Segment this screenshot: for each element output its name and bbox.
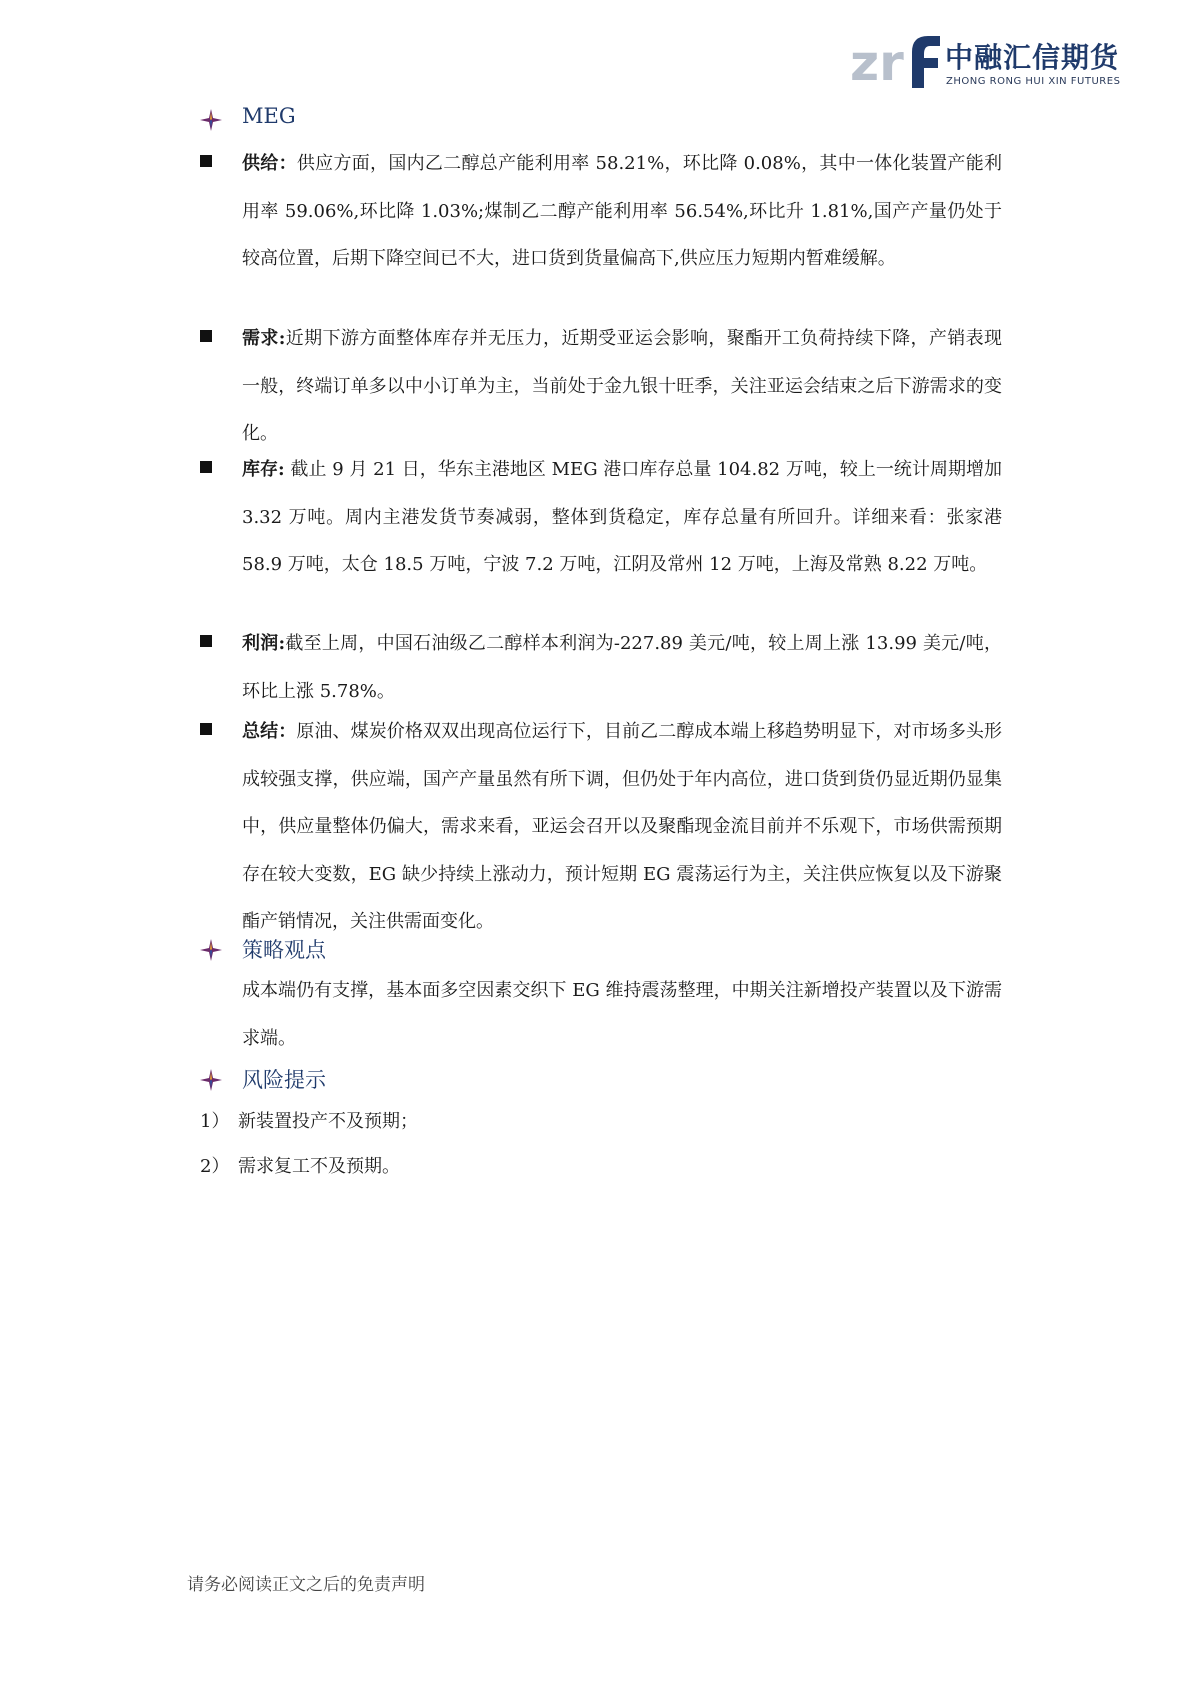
risk-text: 需求复工不及预期。 [238,1156,400,1177]
label-summary: 总结 [242,721,279,742]
paragraph-inventory: 库存: 截止 9 月 21 日，华东主港地区 MEG 港口库存总量 104.82 万吨，较上一统计周期增加 3.32 万吨。周内主港发货节奏减弱，整体到货稳定，库存总量有所回升。详细来看：张家港 58.9 万吨，太仓 18.5 万吨，宁波 7.2 万吨，江阴及常州 12 万吨，上海及常熟 8.22 万吨。 [242,459,1003,575]
label-demand: 需求 [242,328,279,349]
strategy-paragraph: 成本端仍有支撑，基本面多空因素交织下 EG 维持震荡整理，中期关注新增投产装置以及下游需求端。 [242,980,1002,1049]
square-bullet-icon [200,635,212,647]
risk-item-1 [200,1107,418,1137]
logo-mark-zr: zr [850,34,904,88]
square-bullet-icon [200,330,212,342]
text-profit: 截至上周，中国石油级乙二醇样本利润为-227.89 美元/吨，较上周上涨 13.99 美元/吨，环比上涨 5.78%。 [242,633,1002,702]
text-demand: 近期下游方面整体库存并无压力，近期受亚运会影响，聚酯开工负荷持续下降，产销表现一般，终端订单多以中小订单为主，当前处于金九银十旺季，关注亚运会结束之后下游需求的变化。 [242,328,1002,444]
label-inventory: 库存 [242,459,279,480]
square-bullet-icon [200,155,212,167]
square-bullet-icon [200,461,212,473]
section-title-strategy: 策略观点 [242,938,326,962]
paragraph-summary: 总结：原油、煤炭价格双双出现高位运行下，目前乙二醇成本端上移趋势明显下，对市场多头形成较强支撑，供应端，国产产量虽然有所下调，但仍处于年内高位，进口货到货仍显近期仍显集中，供应量整体仍偏大，需求来看，亚运会召开以及聚酯现金流目前并不乐观下，市场供需预期存在较大变数，EG 缺少持续上涨动力，预计短期 EG 震荡运行为主，关注供应恢复以及下游聚酯产销情况，关注供需面变化。 [242,721,1003,932]
section-title-meg: MEG [242,104,296,128]
risk-item-2 [200,1152,400,1182]
paragraph-demand: 需求:近期下游方面整体库存并无压力，近期受亚运会影响，聚酯开工负荷持续下降，产销表现一般，终端订单多以中小订单为主，当前处于金九银十旺季，关注亚运会结束之后下游需求的变化。 [242,328,1002,444]
paragraph-supply: 供给：供应方面，国内乙二醇总产能利用率 58.21%，环比降 0.08%，其中一体化装置产能利用率 59.06%,环比降 1.03%;煤制乙二醇产能利用率 56.54%,环比升 1.81%,国产产量仍处于较高位置，后期下降空间已不大，进口货到货量偏高下,供应压力短期内暂难缓解。 [242,153,1003,269]
risk-number: 2） [200,1156,230,1177]
compass-star-icon [200,1069,222,1091]
label-profit: 利润 [242,633,279,654]
logo-mark-f [912,36,940,88]
zrf-logo-mark-icon [850,30,942,88]
logo-chinese-name: 中融汇信期货 [945,41,1120,74]
disclaimer-footer: 请务必阅读正文之后的免责声明 [187,1575,425,1595]
compass-star-icon [200,939,222,961]
section-title-risk: 风险提示 [242,1068,326,1092]
text-summary: 原油、煤炭价格双双出现高位运行下，目前乙二醇成本端上移趋势明显下，对市场多头形成较强支撑，供应端，国产产量虽然有所下调，但仍处于年内高位，进口货到货仍显近期仍显集中，供应量整体仍偏大，需求来看，亚运会召开以及聚酯现金流目前并不乐观下，市场供需预期存在较大变数，EG 缺少持续上涨动力，预计短期 EG 震荡运行为主，关注供应恢复以及下游聚酯产销情况，关注供需面变化。 [242,721,1003,932]
logo-english-name: ZHONG RONG HUI XIN FUTURES [946,76,1121,87]
square-bullet-icon [200,723,212,735]
paragraph-profit: 利润:截至上周，中国石油级乙二醇样本利润为-227.89 美元/吨，较上周上涨 13.99 美元/吨，环比上涨 5.78%。 [242,633,1002,702]
label-supply: 供给 [242,153,279,174]
risk-number: 1） [200,1111,230,1132]
text-supply: 供应方面，国内乙二醇总产能利用率 58.21%，环比降 0.08%，其中一体化装置产能利用率 59.06%,环比降 1.03%;煤制乙二醇产能利用率 56.54%,环比升 1.81%,国产产量仍处于较高位置，后期下降空间已不大，进口货到货量偏高下,供应压力短期内暂难缓解。 [242,153,1003,269]
company-logo [850,30,1140,90]
compass-star-icon [200,109,222,131]
text-inventory: 截止 9 月 21 日，华东主港地区 MEG 港口库存总量 104.82 万吨，较上一统计周期增加 3.32 万吨。周内主港发货节奏减弱，整体到货稳定，库存总量有所回升。详细来看：张家港 58.9 万吨，太仓 18.5 万吨，宁波 7.2 万吨，江阴及常州 12 万吨，上海及常熟 8.22 万吨。 [242,459,1003,575]
risk-text: 新装置投产不及预期； [238,1111,418,1132]
